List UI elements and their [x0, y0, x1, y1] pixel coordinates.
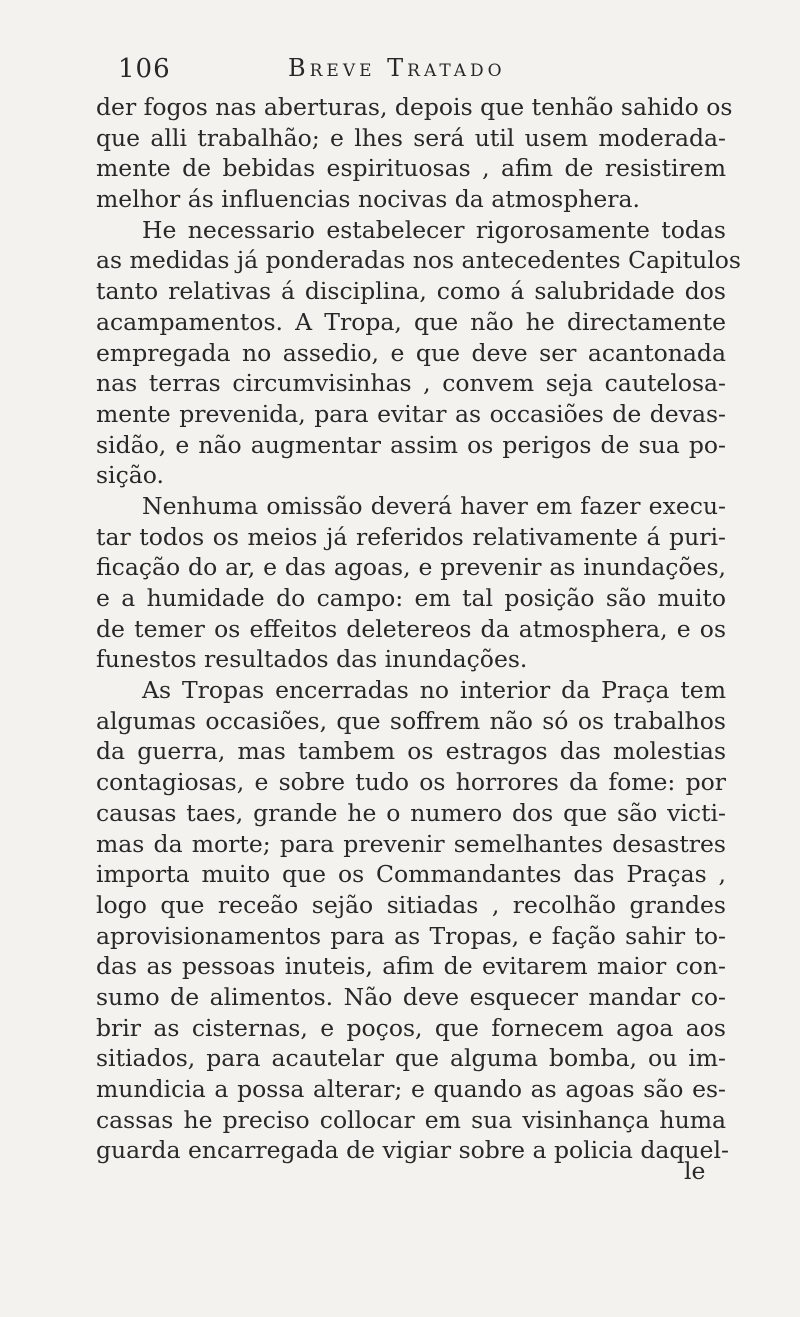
- text-line: mente de bebidas espirituosas , afim de resistirem: [96, 154, 726, 183]
- text-line: empregada no assedio, e que deve ser acantonada: [96, 338, 726, 367]
- running-title: Breve Tratado: [288, 54, 506, 82]
- paragraph-first-line: Nenhuma omissão deverá haver em fazer execu-: [142, 491, 726, 520]
- text-line: logo que receão sejão sitiadas , recolhão grandes: [96, 890, 726, 919]
- text-line: cassas he preciso collocar em sua visinhança huma: [96, 1105, 726, 1134]
- text-line: sição.: [96, 461, 164, 490]
- text-line: nas terras circumvisinhas , convem seja cautelosa-: [96, 369, 726, 398]
- text-line: sumo de alimentos. Não deve esquecer mandar co-: [96, 982, 726, 1011]
- paragraph-first-line: As Tropas encerradas no interior da Praça tem: [142, 676, 726, 705]
- text-line: mundicia a possa alterar; e quando as agoas são es-: [96, 1075, 726, 1103]
- text-line: mas da morte; para prevenir semelhantes desastres: [96, 829, 726, 858]
- text-line: algumas occasiões, que soffrem não só os trabalhos: [96, 706, 726, 735]
- text-line: melhor ás influencias nocivas da atmosphera.: [96, 185, 640, 214]
- text-line: causas taes, grande he o numero dos que são victi-: [96, 798, 726, 827]
- text-line: tanto relativas á disciplina, como á salubridade dos: [96, 277, 726, 306]
- text-line: mente prevenida, para evitar as occasiões de devas-: [96, 399, 726, 428]
- paragraph-first-line: He necessario estabelecer rigorosamente todas: [142, 215, 726, 244]
- text-line: importa muito que os Commandantes das Praças ,: [96, 860, 726, 889]
- page-number: 106: [118, 54, 171, 84]
- text-line: das as pessoas inuteis, afim de evitarem maior con-: [96, 952, 726, 981]
- text-line: sidão, e não augmentar assim os perigos de sua po-: [96, 430, 726, 459]
- text-line: funestos resultados das inundações.: [96, 645, 528, 674]
- text-line: ficação do ar, e das agoas, e prevenir as inundações,: [96, 553, 726, 582]
- body-text: [96, 92, 741, 1166]
- catchword: le: [684, 1157, 706, 1185]
- text-line: aprovisionamentos para as Tropas, e fação sahir to-: [96, 921, 726, 950]
- running-header: [118, 50, 678, 90]
- text-line: tar todos os meios já referidos relativamente á puri-: [96, 522, 726, 551]
- text-line: brir as cisternas, e poços, que fornecem agoa aos: [96, 1013, 726, 1042]
- text-line: guarda encarregada de vigiar sobre a policia daquel-: [96, 1136, 729, 1165]
- text-line: e a humidade do campo: em tal posição são muito: [96, 584, 726, 612]
- text-line: de temer os effeitos deletereos da atmosphera, e os: [96, 614, 726, 643]
- text-line: der fogos nas aberturas, depois que tenhão sahido os: [96, 93, 733, 121]
- text-line: da guerra, mas tambem os estragos das molestias: [96, 737, 726, 766]
- text-line: acampamentos. A Tropa, que não he directamente: [96, 307, 726, 336]
- text-line: as medidas já ponderadas nos antecedentes Capitulos: [96, 246, 741, 275]
- text-line: que alli trabalhão; e lhes será util usem moderada-: [96, 123, 726, 152]
- text-line: sitiados, para acautelar que alguma bomba, ou im-: [96, 1044, 726, 1073]
- text-line: contagiosas, e sobre tudo os horrores da fome: por: [96, 768, 726, 797]
